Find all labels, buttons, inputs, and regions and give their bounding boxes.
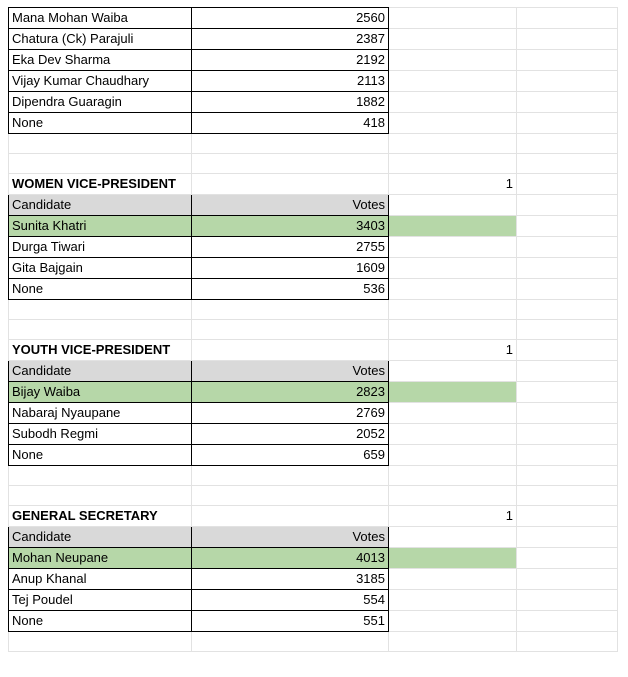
- empty-cell[interactable]: [9, 466, 192, 486]
- empty-cell[interactable]: [9, 320, 192, 340]
- vote-count-cell[interactable]: 2769: [192, 403, 389, 424]
- empty-cell[interactable]: [389, 527, 517, 548]
- candidate-name-cell[interactable]: Subodh Regmi: [9, 424, 192, 445]
- empty-cell[interactable]: [389, 92, 517, 113]
- table-row: [9, 403, 618, 424]
- candidate-name-cell[interactable]: Gita Bajgain: [9, 258, 192, 279]
- vote-count-cell[interactable]: 659: [192, 445, 389, 466]
- vote-count-cell[interactable]: 3403: [192, 216, 389, 237]
- empty-cell[interactable]: [517, 382, 618, 403]
- empty-cell[interactable]: [389, 237, 517, 258]
- empty-cell[interactable]: [517, 300, 618, 320]
- table-row: [9, 113, 618, 134]
- vote-count-cell[interactable]: 551: [192, 611, 389, 632]
- table-row: [9, 258, 618, 279]
- vote-count-cell[interactable]: 1882: [192, 92, 389, 113]
- empty-cell[interactable]: [517, 134, 618, 154]
- empty-cell[interactable]: [389, 71, 517, 92]
- seats-count-cell[interactable]: 1: [389, 506, 517, 527]
- vote-count-cell[interactable]: 1609: [192, 258, 389, 279]
- vote-count-cell[interactable]: 2755: [192, 237, 389, 258]
- votes-header[interactable]: Votes: [192, 195, 389, 216]
- candidate-name-cell[interactable]: Tej Poudel: [9, 590, 192, 611]
- candidate-name-cell[interactable]: Mana Mohan Waiba: [9, 8, 192, 29]
- empty-cell[interactable]: [389, 300, 517, 320]
- table-row: [9, 445, 618, 466]
- vote-count-cell[interactable]: 3185: [192, 569, 389, 590]
- vote-count-cell[interactable]: 2387: [192, 29, 389, 50]
- empty-cell[interactable]: [389, 50, 517, 71]
- table-row: [9, 50, 618, 71]
- empty-row: [9, 154, 618, 174]
- empty-cell[interactable]: [192, 174, 389, 195]
- empty-cell[interactable]: [517, 29, 618, 50]
- empty-cell[interactable]: [517, 50, 618, 71]
- winner-row: [9, 382, 618, 403]
- empty-cell[interactable]: [517, 195, 618, 216]
- table-row: [9, 569, 618, 590]
- empty-cell[interactable]: [517, 320, 618, 340]
- empty-row: [9, 632, 618, 652]
- empty-cell[interactable]: [389, 113, 517, 134]
- votes-header[interactable]: Votes: [192, 527, 389, 548]
- empty-cell[interactable]: [192, 340, 389, 361]
- vote-count-cell[interactable]: 418: [192, 113, 389, 134]
- section-title-row: [9, 506, 618, 527]
- candidate-header[interactable]: Candidate: [9, 527, 192, 548]
- empty-cell[interactable]: [517, 71, 618, 92]
- empty-cell[interactable]: [9, 632, 192, 652]
- section-title-row: [9, 340, 618, 361]
- empty-cell[interactable]: [517, 258, 618, 279]
- header-row: [9, 361, 618, 382]
- empty-cell[interactable]: [192, 300, 389, 320]
- candidate-name-cell[interactable]: Dipendra Guaragin: [9, 92, 192, 113]
- empty-row: [9, 134, 618, 154]
- candidate-name-cell[interactable]: Eka Dev Sharma: [9, 50, 192, 71]
- empty-row: [9, 486, 618, 506]
- empty-cell[interactable]: [9, 486, 192, 506]
- empty-cell[interactable]: [389, 466, 517, 486]
- winner-highlight-cell[interactable]: [389, 216, 517, 237]
- winner-row: [9, 216, 618, 237]
- empty-cell[interactable]: [192, 486, 389, 506]
- empty-cell[interactable]: [517, 216, 618, 237]
- empty-cell[interactable]: [517, 445, 618, 466]
- empty-cell[interactable]: [517, 424, 618, 445]
- empty-cell[interactable]: [389, 29, 517, 50]
- header-row: [9, 195, 618, 216]
- empty-cell[interactable]: [517, 632, 618, 652]
- spreadsheet-body: [9, 8, 618, 652]
- empty-cell[interactable]: [517, 361, 618, 382]
- candidate-name-cell[interactable]: Anup Khanal: [9, 569, 192, 590]
- candidate-name-cell[interactable]: None: [9, 113, 192, 134]
- empty-cell[interactable]: [192, 320, 389, 340]
- vote-count-cell[interactable]: 2192: [192, 50, 389, 71]
- empty-cell[interactable]: [389, 424, 517, 445]
- empty-cell[interactable]: [517, 486, 618, 506]
- seats-count-cell[interactable]: 1: [389, 174, 517, 195]
- empty-cell[interactable]: [389, 154, 517, 174]
- empty-cell[interactable]: [517, 174, 618, 195]
- candidate-header[interactable]: Candidate: [9, 361, 192, 382]
- section-title[interactable]: GENERAL SECRETARY: [9, 506, 192, 527]
- table-row: [9, 611, 618, 632]
- empty-cell[interactable]: [9, 154, 192, 174]
- empty-cell[interactable]: [517, 527, 618, 548]
- section-title[interactable]: WOMEN VICE-PRESIDENT: [9, 174, 192, 195]
- table-row: [9, 8, 618, 29]
- empty-cell[interactable]: [192, 466, 389, 486]
- header-row: [9, 527, 618, 548]
- table-row: [9, 29, 618, 50]
- empty-cell[interactable]: [192, 632, 389, 652]
- vote-count-cell[interactable]: 2823: [192, 382, 389, 403]
- empty-cell[interactable]: [192, 154, 389, 174]
- empty-cell[interactable]: [517, 466, 618, 486]
- empty-cell[interactable]: [389, 195, 517, 216]
- empty-cell[interactable]: [517, 92, 618, 113]
- empty-cell[interactable]: [517, 113, 618, 134]
- empty-cell[interactable]: [517, 506, 618, 527]
- empty-cell[interactable]: [517, 237, 618, 258]
- seats-count-cell[interactable]: 1: [389, 340, 517, 361]
- candidate-name-cell[interactable]: Vijay Kumar Chaudhary: [9, 71, 192, 92]
- empty-cell[interactable]: [9, 134, 192, 154]
- votes-header[interactable]: Votes: [192, 361, 389, 382]
- spreadsheet-grid: [8, 7, 618, 652]
- winner-highlight-cell[interactable]: [389, 382, 517, 403]
- vote-count-cell[interactable]: 4013: [192, 548, 389, 569]
- empty-cell[interactable]: [389, 590, 517, 611]
- empty-cell[interactable]: [389, 403, 517, 424]
- candidate-name-cell[interactable]: None: [9, 611, 192, 632]
- empty-cell[interactable]: [389, 8, 517, 29]
- empty-cell[interactable]: [389, 258, 517, 279]
- table-row: [9, 590, 618, 611]
- empty-cell[interactable]: [192, 134, 389, 154]
- empty-cell[interactable]: [9, 300, 192, 320]
- empty-cell[interactable]: [389, 134, 517, 154]
- section-title[interactable]: YOUTH VICE-PRESIDENT: [9, 340, 192, 361]
- empty-cell[interactable]: [517, 340, 618, 361]
- empty-cell[interactable]: [517, 611, 618, 632]
- empty-cell[interactable]: [389, 611, 517, 632]
- empty-cell[interactable]: [389, 361, 517, 382]
- empty-cell[interactable]: [517, 590, 618, 611]
- table-row: [9, 237, 618, 258]
- empty-cell[interactable]: [389, 445, 517, 466]
- empty-cell[interactable]: [389, 320, 517, 340]
- empty-cell[interactable]: [517, 154, 618, 174]
- empty-cell[interactable]: [517, 403, 618, 424]
- winner-row: [9, 548, 618, 569]
- empty-cell[interactable]: [389, 279, 517, 300]
- empty-cell[interactable]: [517, 548, 618, 569]
- vote-count-cell[interactable]: 2052: [192, 424, 389, 445]
- empty-cell[interactable]: [517, 8, 618, 29]
- table-row: [9, 279, 618, 300]
- candidate-name-cell[interactable]: None: [9, 445, 192, 466]
- vote-count-cell[interactable]: 2113: [192, 71, 389, 92]
- empty-row: [9, 466, 618, 486]
- candidate-name-cell[interactable]: Sunita Khatri: [9, 216, 192, 237]
- table-row: [9, 424, 618, 445]
- winner-highlight-cell[interactable]: [389, 548, 517, 569]
- empty-cell[interactable]: [517, 279, 618, 300]
- empty-cell[interactable]: [389, 569, 517, 590]
- empty-row: [9, 320, 618, 340]
- candidate-name-cell[interactable]: Durga Tiwari: [9, 237, 192, 258]
- empty-cell[interactable]: [389, 632, 517, 652]
- section-title-row: [9, 174, 618, 195]
- empty-row: [9, 300, 618, 320]
- candidate-name-cell[interactable]: None: [9, 279, 192, 300]
- empty-cell[interactable]: [389, 486, 517, 506]
- candidate-name-cell[interactable]: Mohan Neupane: [9, 548, 192, 569]
- empty-cell[interactable]: [192, 506, 389, 527]
- candidate-name-cell[interactable]: Bijay Waiba: [9, 382, 192, 403]
- candidate-name-cell[interactable]: Nabaraj Nyaupane: [9, 403, 192, 424]
- empty-cell[interactable]: [517, 569, 618, 590]
- table-row: [9, 92, 618, 113]
- candidate-header[interactable]: Candidate: [9, 195, 192, 216]
- table-row: [9, 71, 618, 92]
- vote-count-cell[interactable]: 554: [192, 590, 389, 611]
- vote-count-cell[interactable]: 536: [192, 279, 389, 300]
- candidate-name-cell[interactable]: Chatura (Ck) Parajuli: [9, 29, 192, 50]
- vote-count-cell[interactable]: 2560: [192, 8, 389, 29]
